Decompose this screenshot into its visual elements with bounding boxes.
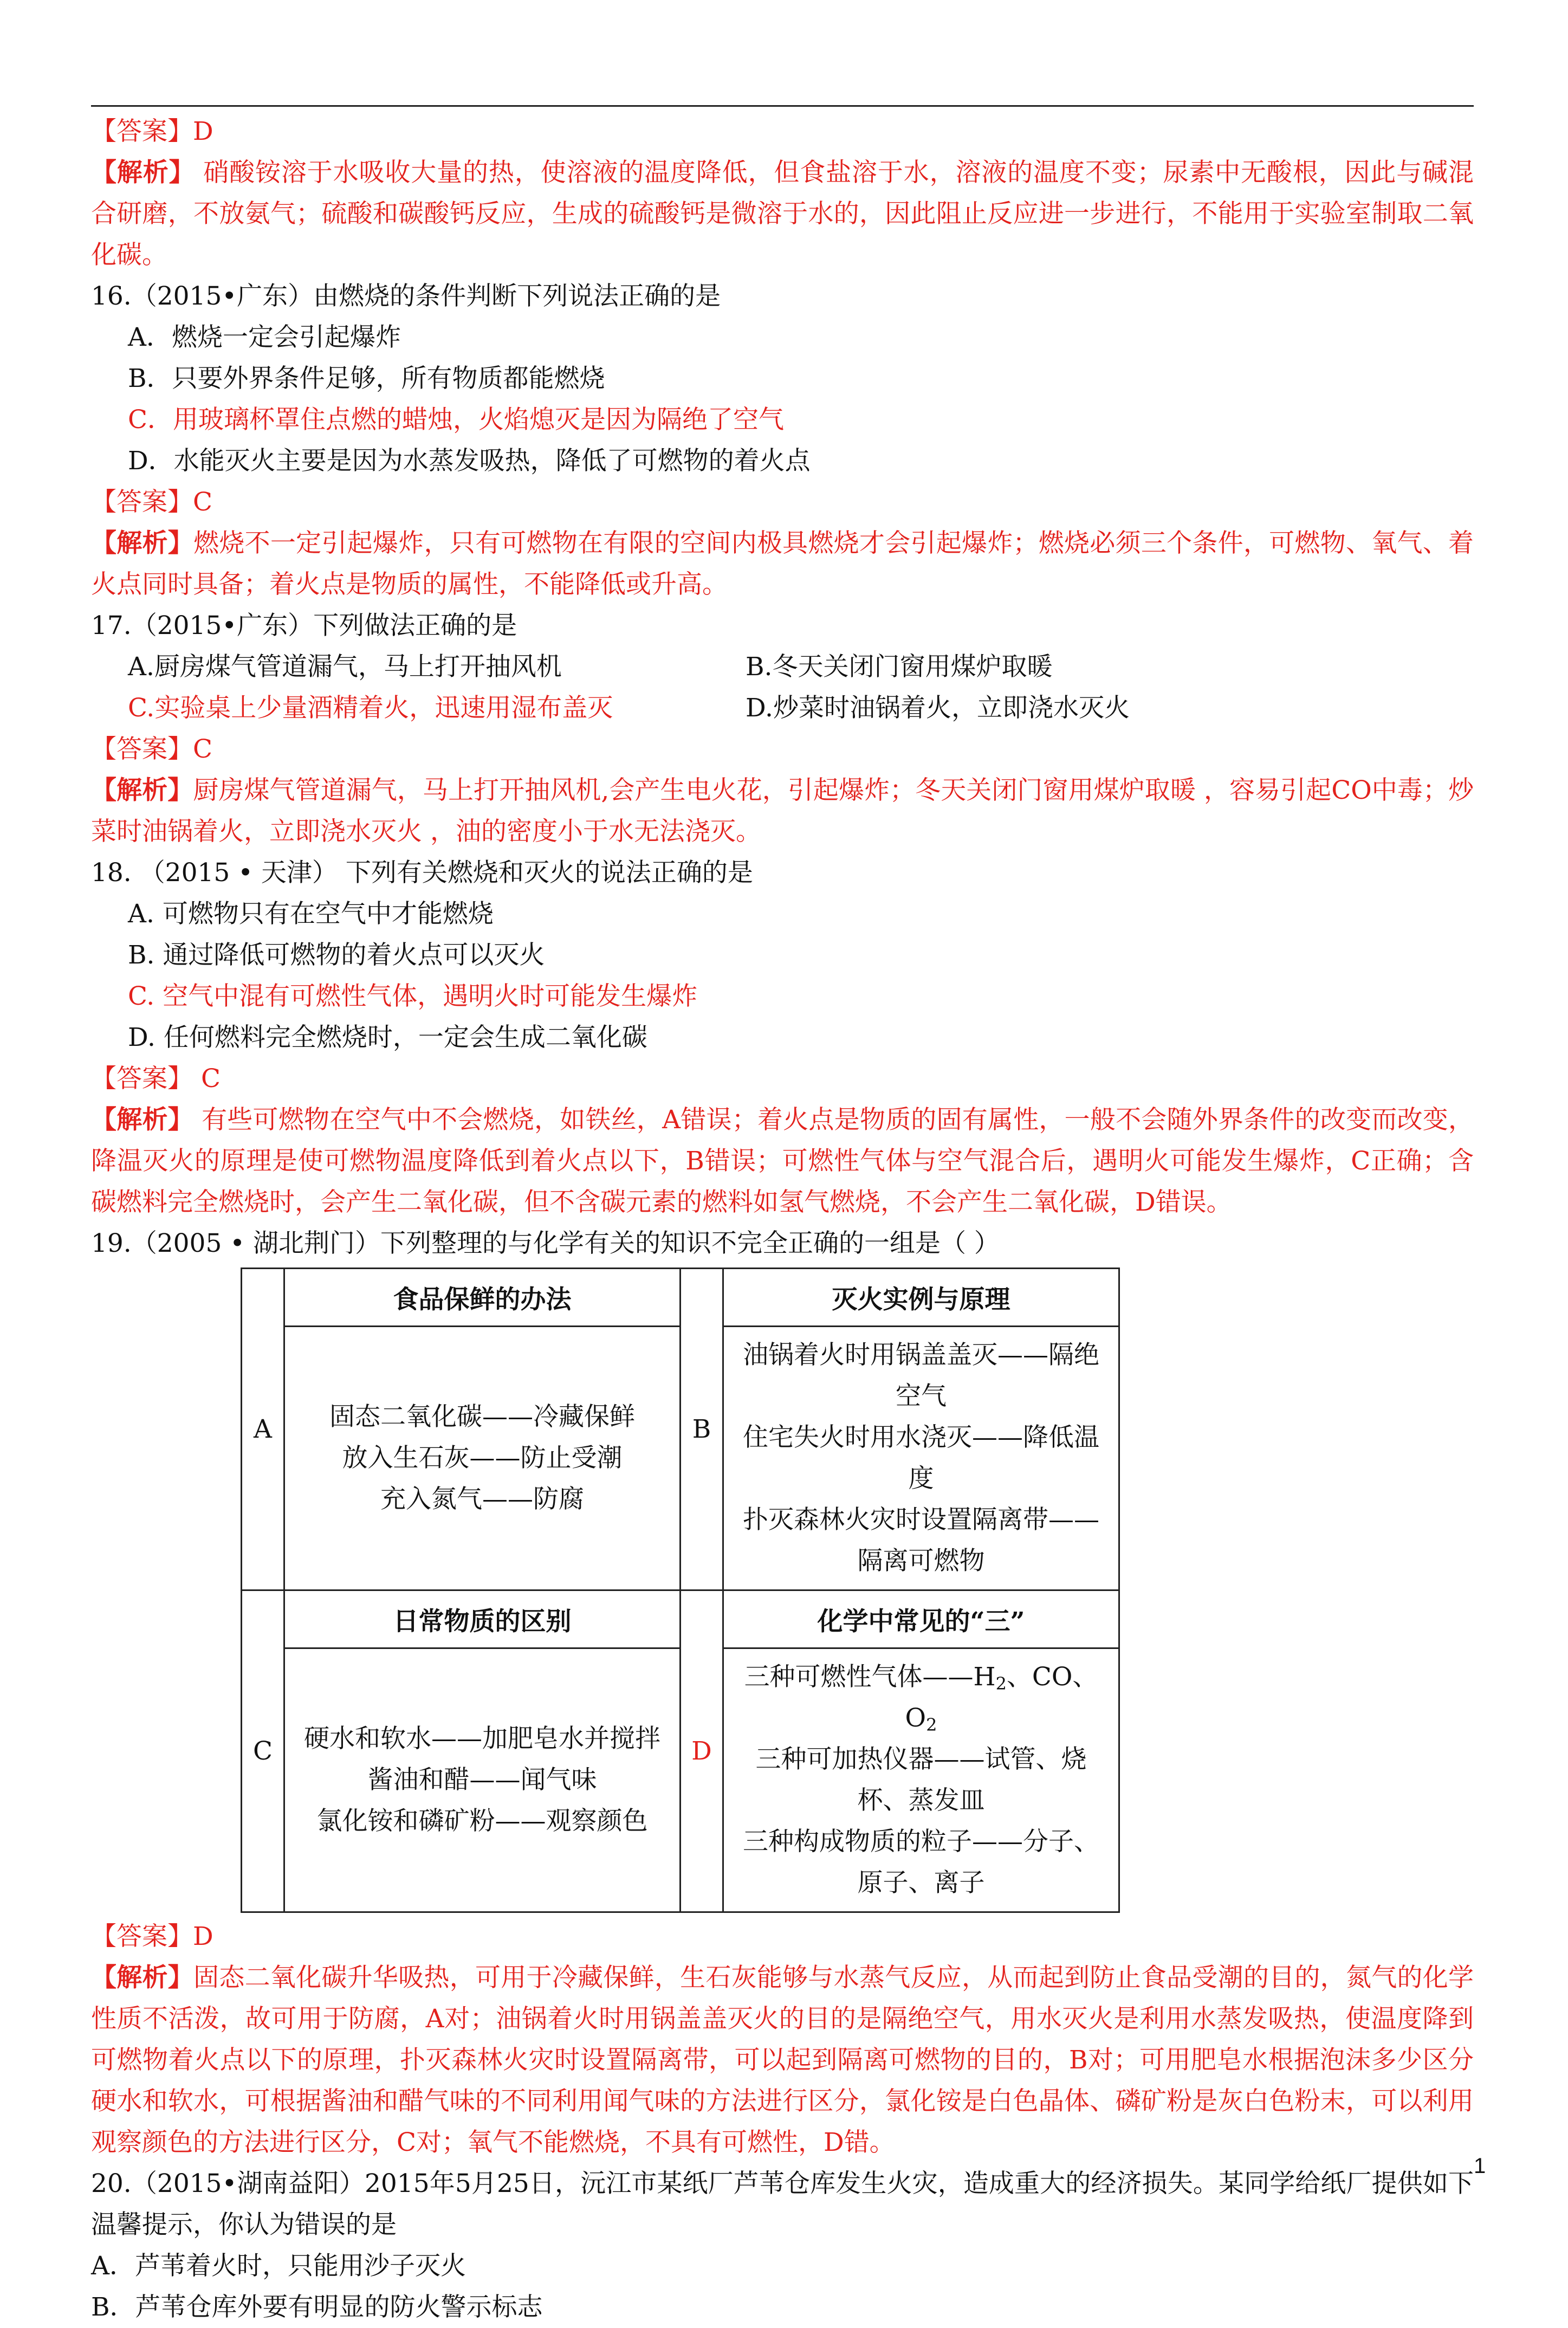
- cell-letter-b: B: [681, 1269, 723, 1590]
- analysis-text: 硝酸铵溶于水吸收大量的热，使溶液的温度降低，但食盐溶于水，溶液的温度不变；尿素中无酸根，因此与碱混合研磨，不放氨气；硫酸和碳酸钙反应，生成的硫酸钙是微溶于水的，因此阻止反应进一步进行，不能用于实验室制取二氧化碳。: [91, 158, 1474, 270]
- cell-body-a: [284, 1327, 681, 1590]
- q17-options-row2: [91, 688, 1474, 729]
- q17-options-row1: [91, 646, 1474, 688]
- q16-option-b: B．只要外界条件足够，所有物质都能燃烧: [128, 364, 605, 393]
- q18-stem: 18. （2015 • 天津） 下列有关燃烧和灭火的说法正确的是: [91, 858, 753, 888]
- cell-letter-c: C: [242, 1590, 284, 1912]
- table-line: 固态二氧化碳——冷藏保鲜: [329, 1402, 635, 1432]
- q19-table: [241, 1268, 1120, 1913]
- cell-head-b: 灭火实例与原理: [723, 1269, 1119, 1327]
- table-line: 氯化铵和磷矿粉——观察颜色: [316, 1806, 648, 1836]
- analysis-tag: 【解析】: [91, 1105, 193, 1135]
- analysis-text: 有些可燃物在空气中不会燃烧，如铁丝，A错误；着火点是物质的固有属性，一般不会随外界条件的改变而改变，降温灭火的原理是使可燃物温度降低到着火点以下，B错误；可燃性气体与空气混合后，遇明火可能发生爆炸，C正确；含碳燃料完全燃烧时，会产生二氧化碳，但不含碳元素的燃料如氢气燃烧，不会产生二氧化碳，D错误。: [91, 1105, 1474, 1217]
- q20-stem: 20.（2015•湖南益阳）2015年5月25日，沅江市某纸厂芦苇仓库发生火灾，造成重大的经济损失。某同学给纸厂提供如下温馨提示，你认为错误的是: [91, 2169, 1474, 2240]
- q20-option-a: A．芦苇着火时，只能用沙子灭火: [91, 2251, 466, 2281]
- table-line-formula: 三种可燃性气体$——H_2$、CO、$O_2$: [744, 1662, 1098, 1735]
- q16-option-c: C．用玻璃杯罩住点燃的蜡烛，火焰熄灭是因为隔绝了空气: [128, 405, 784, 435]
- table-line: 硬水和软水——加肥皂水并搅拌: [304, 1724, 660, 1754]
- cell-body-d: [723, 1648, 1119, 1912]
- cell-head-d: 化学中常见的“三”: [723, 1590, 1119, 1648]
- q18-analysis: [91, 1100, 1474, 1223]
- cell-head-c: 日常物质的区别: [284, 1590, 681, 1648]
- cell-body-c: [284, 1648, 681, 1912]
- cell-body-b: [723, 1327, 1119, 1590]
- q18-option-d: D. 任何燃料完全燃烧时，一定会生成二氧化碳: [128, 1023, 647, 1052]
- q18-answer: 【答案】 C: [91, 1064, 221, 1094]
- table-line: 扑灭森林火灾时设置隔离带——隔离可燃物: [743, 1505, 1099, 1576]
- q18-option-a: A. 可燃物只有在空气中才能燃烧: [128, 899, 494, 929]
- analysis-text: 燃烧不一定引起爆炸，只有可燃物在有限的空间内极具燃烧才会引起爆炸；燃烧必须三个条件，可燃物、氧气、着火点同时具备；着火点是物质的属性，不能降低或升高。: [91, 528, 1474, 599]
- q16-analysis: [91, 523, 1474, 605]
- q19-answer: 【答案】D: [91, 1922, 213, 1951]
- q17-option-b: B.冬天关闭门窗用煤炉取暖: [746, 652, 1053, 682]
- analysis-text: 厨房煤气管道漏气，马上打开抽风机,会产生电火花，引起爆炸；冬天关闭门窗用煤炉取暖 ，容易引起CO中毒；炒菜时油锅着火，立即浇水灭火 ，油的密度小于水无法浇灭。: [91, 775, 1474, 846]
- header-rule: [91, 105, 1474, 107]
- analysis-tag: 【解析】: [91, 1963, 194, 1993]
- q15-analysis: [91, 152, 1474, 276]
- page-number: 1: [1474, 2154, 1486, 2178]
- cell-head-a: 食品保鲜的办法: [284, 1269, 681, 1327]
- q17-option-c: C.实验桌上少量酒精着火，迅速用湿布盖灭: [128, 693, 613, 723]
- q16-answer: 【答案】C: [91, 487, 212, 517]
- table-line: 住宅失火时用水浇灭——降低温度: [743, 1422, 1099, 1493]
- q17-option-a: A.厨房煤气管道漏气，马上打开抽风机: [128, 652, 562, 682]
- table-line: 油锅着火时用锅盖盖灭——隔绝空气: [743, 1340, 1099, 1411]
- table-line: 三种可加热仪器——试管、烧杯、蒸发皿: [755, 1744, 1087, 1815]
- table-line: 三种构成物质的粒子——分子、原子、离子: [743, 1827, 1099, 1898]
- document-body: [91, 111, 1474, 2328]
- table-line: 放入生石灰——防止受潮: [342, 1443, 623, 1473]
- q18-option-c: C. 空气中混有可燃性气体，遇明火时可能发生爆炸: [128, 981, 698, 1011]
- table-line: 充入氮气——防腐: [380, 1484, 584, 1514]
- cell-letter-d: D: [681, 1590, 723, 1912]
- analysis-tag: 【解析】: [91, 775, 193, 805]
- analysis-tag: 【解析】: [91, 158, 195, 187]
- analysis-text: 固态二氧化碳升华吸热，可用于冷藏保鲜，生石灰能够与水蒸气反应，从而起到防止食品受潮的目的，氮气的化学性质不活泼，故可用于防腐，A对；油锅着火时用锅盖盖灭火的目的是隔绝空气，用水灭火是利用水蒸发吸热，使温度降到可燃物着火点以下的原理，扑灭森林火灾时设置隔离带，可以起到隔离可燃物的目的，B对；可用肥皂水根据泡沫多少区分硬水和软水，可根据酱油和醋气味的不同利用闻气味的方法进行区分，氯化铵是白色晶体、磷矿粉是灰白色粉末，可以利用观察颜色的方法进行区分，C对；氧气不能燃烧，不具有可燃性，D错。: [91, 1963, 1474, 2157]
- q17-stem: 17.（2015•广东）下列做法正确的是: [91, 611, 517, 641]
- q19-stem: 19.（2005 • 湖北荆门）下列整理的与化学有关的知识不完全正确的一组是（ ）: [91, 1228, 1000, 1258]
- analysis-tag: 【解析】: [91, 528, 194, 558]
- cell-letter-a: A: [242, 1269, 284, 1590]
- q19-analysis: [91, 1957, 1474, 2163]
- q16-option-a: A．燃烧一定会引起爆炸: [128, 322, 401, 352]
- q17-option-d: D.炒菜时油锅着火，立即浇水灭火: [746, 693, 1130, 723]
- q17-answer: 【答案】C: [91, 734, 212, 764]
- q17-analysis: [91, 770, 1474, 852]
- q16-stem: 16.（2015•广东）由燃烧的条件判断下列说法正确的是: [91, 281, 721, 311]
- table-line: 酱油和醋——闻气味: [367, 1765, 597, 1795]
- q18-option-b: B. 通过降低可燃物的着火点可以灭火: [128, 940, 545, 970]
- q16-option-d: D．水能灭火主要是因为水蒸发吸热，降低了可燃物的着火点: [128, 446, 811, 476]
- q15-answer: 【答案】D: [91, 117, 213, 146]
- q20-option-b: B．芦苇仓库外要有明显的防火警示标志: [91, 2292, 543, 2322]
